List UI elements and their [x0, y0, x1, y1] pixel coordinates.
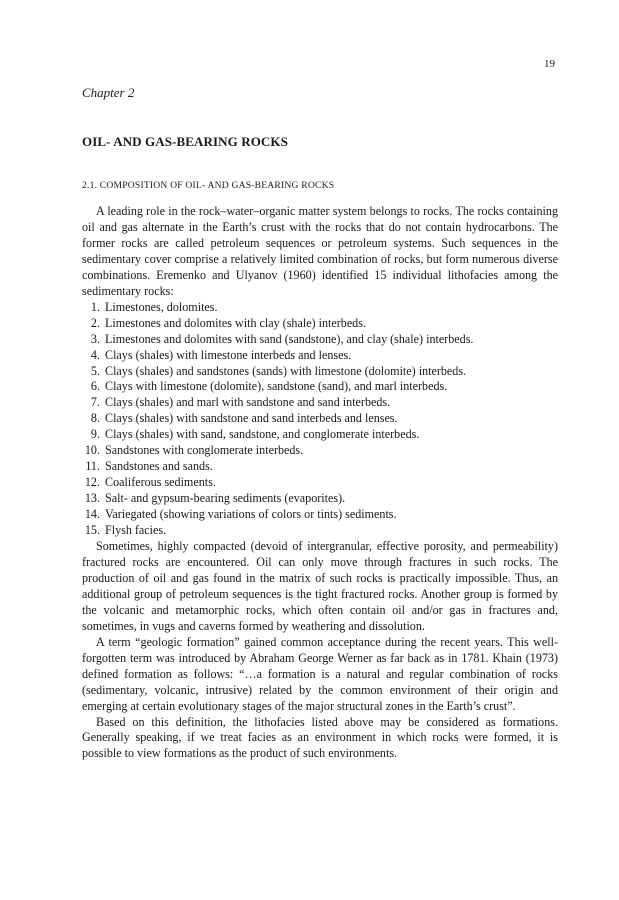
list-item-text: Clays (shales) with limestone interbeds and lenses.	[105, 347, 352, 362]
list-item-number: 3.	[90, 331, 100, 346]
intro-paragraph: A leading role in the rock–water–organic matter system belongs to rocks. The rocks containing oil and gas alternate in the Earth’s crust with the rocks that do not contain hydrocarbons. The former rocks are called petroleum sequences or petroleum systems. Such sequences in the sedimentary cover comprise a relatively limited combination of rocks, but form numerous diverse combinations. Eremenko and Ulyanov (1960) identified 15 individual lithofacies among the sedimentary rocks:	[82, 204, 558, 298]
list-item	[82, 411, 558, 427]
list-item-number: 15.	[84, 523, 100, 538]
list-item	[82, 395, 558, 411]
list-item-number: 6.	[90, 379, 100, 394]
list-item	[82, 300, 558, 316]
list-item-text: Sandstones with conglomerate interbeds.	[105, 443, 304, 458]
page-number: 19	[544, 58, 555, 70]
list-item	[82, 427, 558, 443]
list-item-number: 10.	[84, 443, 100, 458]
list-item-text: Limestones and dolomites with clay (shale) interbeds.	[105, 315, 366, 330]
list-item	[82, 475, 558, 491]
definition-paragraph: Based on this definition, the lithofacies listed above may be considered as formations. Generally speaking, if we treat facies as an environment in which rocks were formed, it is possible to view formations as the product of such environments.	[82, 714, 558, 761]
chapter-title: OIL- AND GAS-BEARING ROCKS	[82, 134, 288, 149]
list-item	[82, 459, 558, 475]
body-text	[82, 204, 558, 762]
list-item-number: 8.	[90, 411, 100, 426]
list-item-number: 12.	[84, 475, 100, 490]
list-item-number: 4.	[90, 347, 100, 362]
list-item	[82, 491, 558, 507]
list-item-text: Limestones, dolomites.	[105, 299, 218, 314]
list-item-text: Sandstones and sands.	[105, 459, 213, 474]
list-item	[82, 348, 558, 364]
list-item	[82, 332, 558, 348]
chapter-label: Chapter 2	[82, 85, 135, 100]
list-item-number: 13.	[84, 491, 100, 506]
list-item-text: Clays (shales) with sand, sandstone, and conglomerate interbeds.	[105, 427, 420, 442]
list-item	[82, 443, 558, 459]
list-item-text: Flysh facies.	[105, 523, 167, 538]
list-item	[82, 316, 558, 332]
list-item-number: 11.	[85, 459, 100, 474]
list-item-text: Clays (shales) and sandstones (sands) with limestone (dolomite) interbeds.	[105, 363, 467, 378]
list-item	[82, 523, 558, 539]
fractured-rocks-paragraph: Sometimes, highly compacted (devoid of intergranular, effective porosity, and permeability) fractured rocks are encountered. Oil can only move through fractures in such rocks. The production of oil and gas found in the matrix of such rocks is practically impossible. Thus, an additional group of petroleum sequences is the tight fractured rocks. Another group is formed by the volcanic and metamorphic rocks, which often contain oil and/or gas in fractures and, sometimes, in vugs and caverns formed by weathering and dissolution.	[82, 539, 558, 633]
list-item-text: Clays (shales) with sandstone and sand interbeds and lenses.	[105, 411, 398, 426]
list-item-number: 9.	[90, 427, 100, 442]
list-item	[82, 507, 558, 523]
list-item-number: 5.	[90, 363, 100, 378]
list-item-text: Coaliferous sediments.	[105, 475, 216, 490]
list-item-text: Limestones and dolomites with sand (sandstone), and clay (shale) interbeds.	[105, 331, 474, 346]
list-item-number: 7.	[90, 395, 100, 410]
list-item	[82, 364, 558, 380]
list-item-text: Clays with limestone (dolomite), sandstone (sand), and marl interbeds.	[105, 379, 448, 394]
lithofacies-list	[82, 300, 558, 539]
formation-paragraph: A term “geologic formation” gained common acceptance during the recent years. This well-forgotten term was introduced by Abraham George Werner as far back as in 1781. Khain (1973) defined formation as follows: “…a formation is a natural and regular combination of rocks (sedimentary, volcanic, intrusive) related by the common environment of their origin and emerging at certain evolutionary stages of the major structural zones in the Earth’s crust”.	[82, 634, 558, 713]
list-item-text: Salt- and gypsum-bearing sediments (evaporites).	[105, 491, 346, 506]
list-item-number: 2.	[90, 315, 100, 330]
section-heading: 2.1. COMPOSITION OF OIL- AND GAS-BEARING ROCKS	[82, 180, 335, 191]
list-item-number: 1.	[90, 299, 100, 314]
list-item-number: 14.	[84, 507, 100, 522]
list-item-text: Clays (shales) and marl with sandstone and sand interbeds.	[105, 395, 391, 410]
list-item	[82, 379, 558, 395]
list-item-text: Variegated (showing variations of colors or tints) sediments.	[105, 507, 397, 522]
